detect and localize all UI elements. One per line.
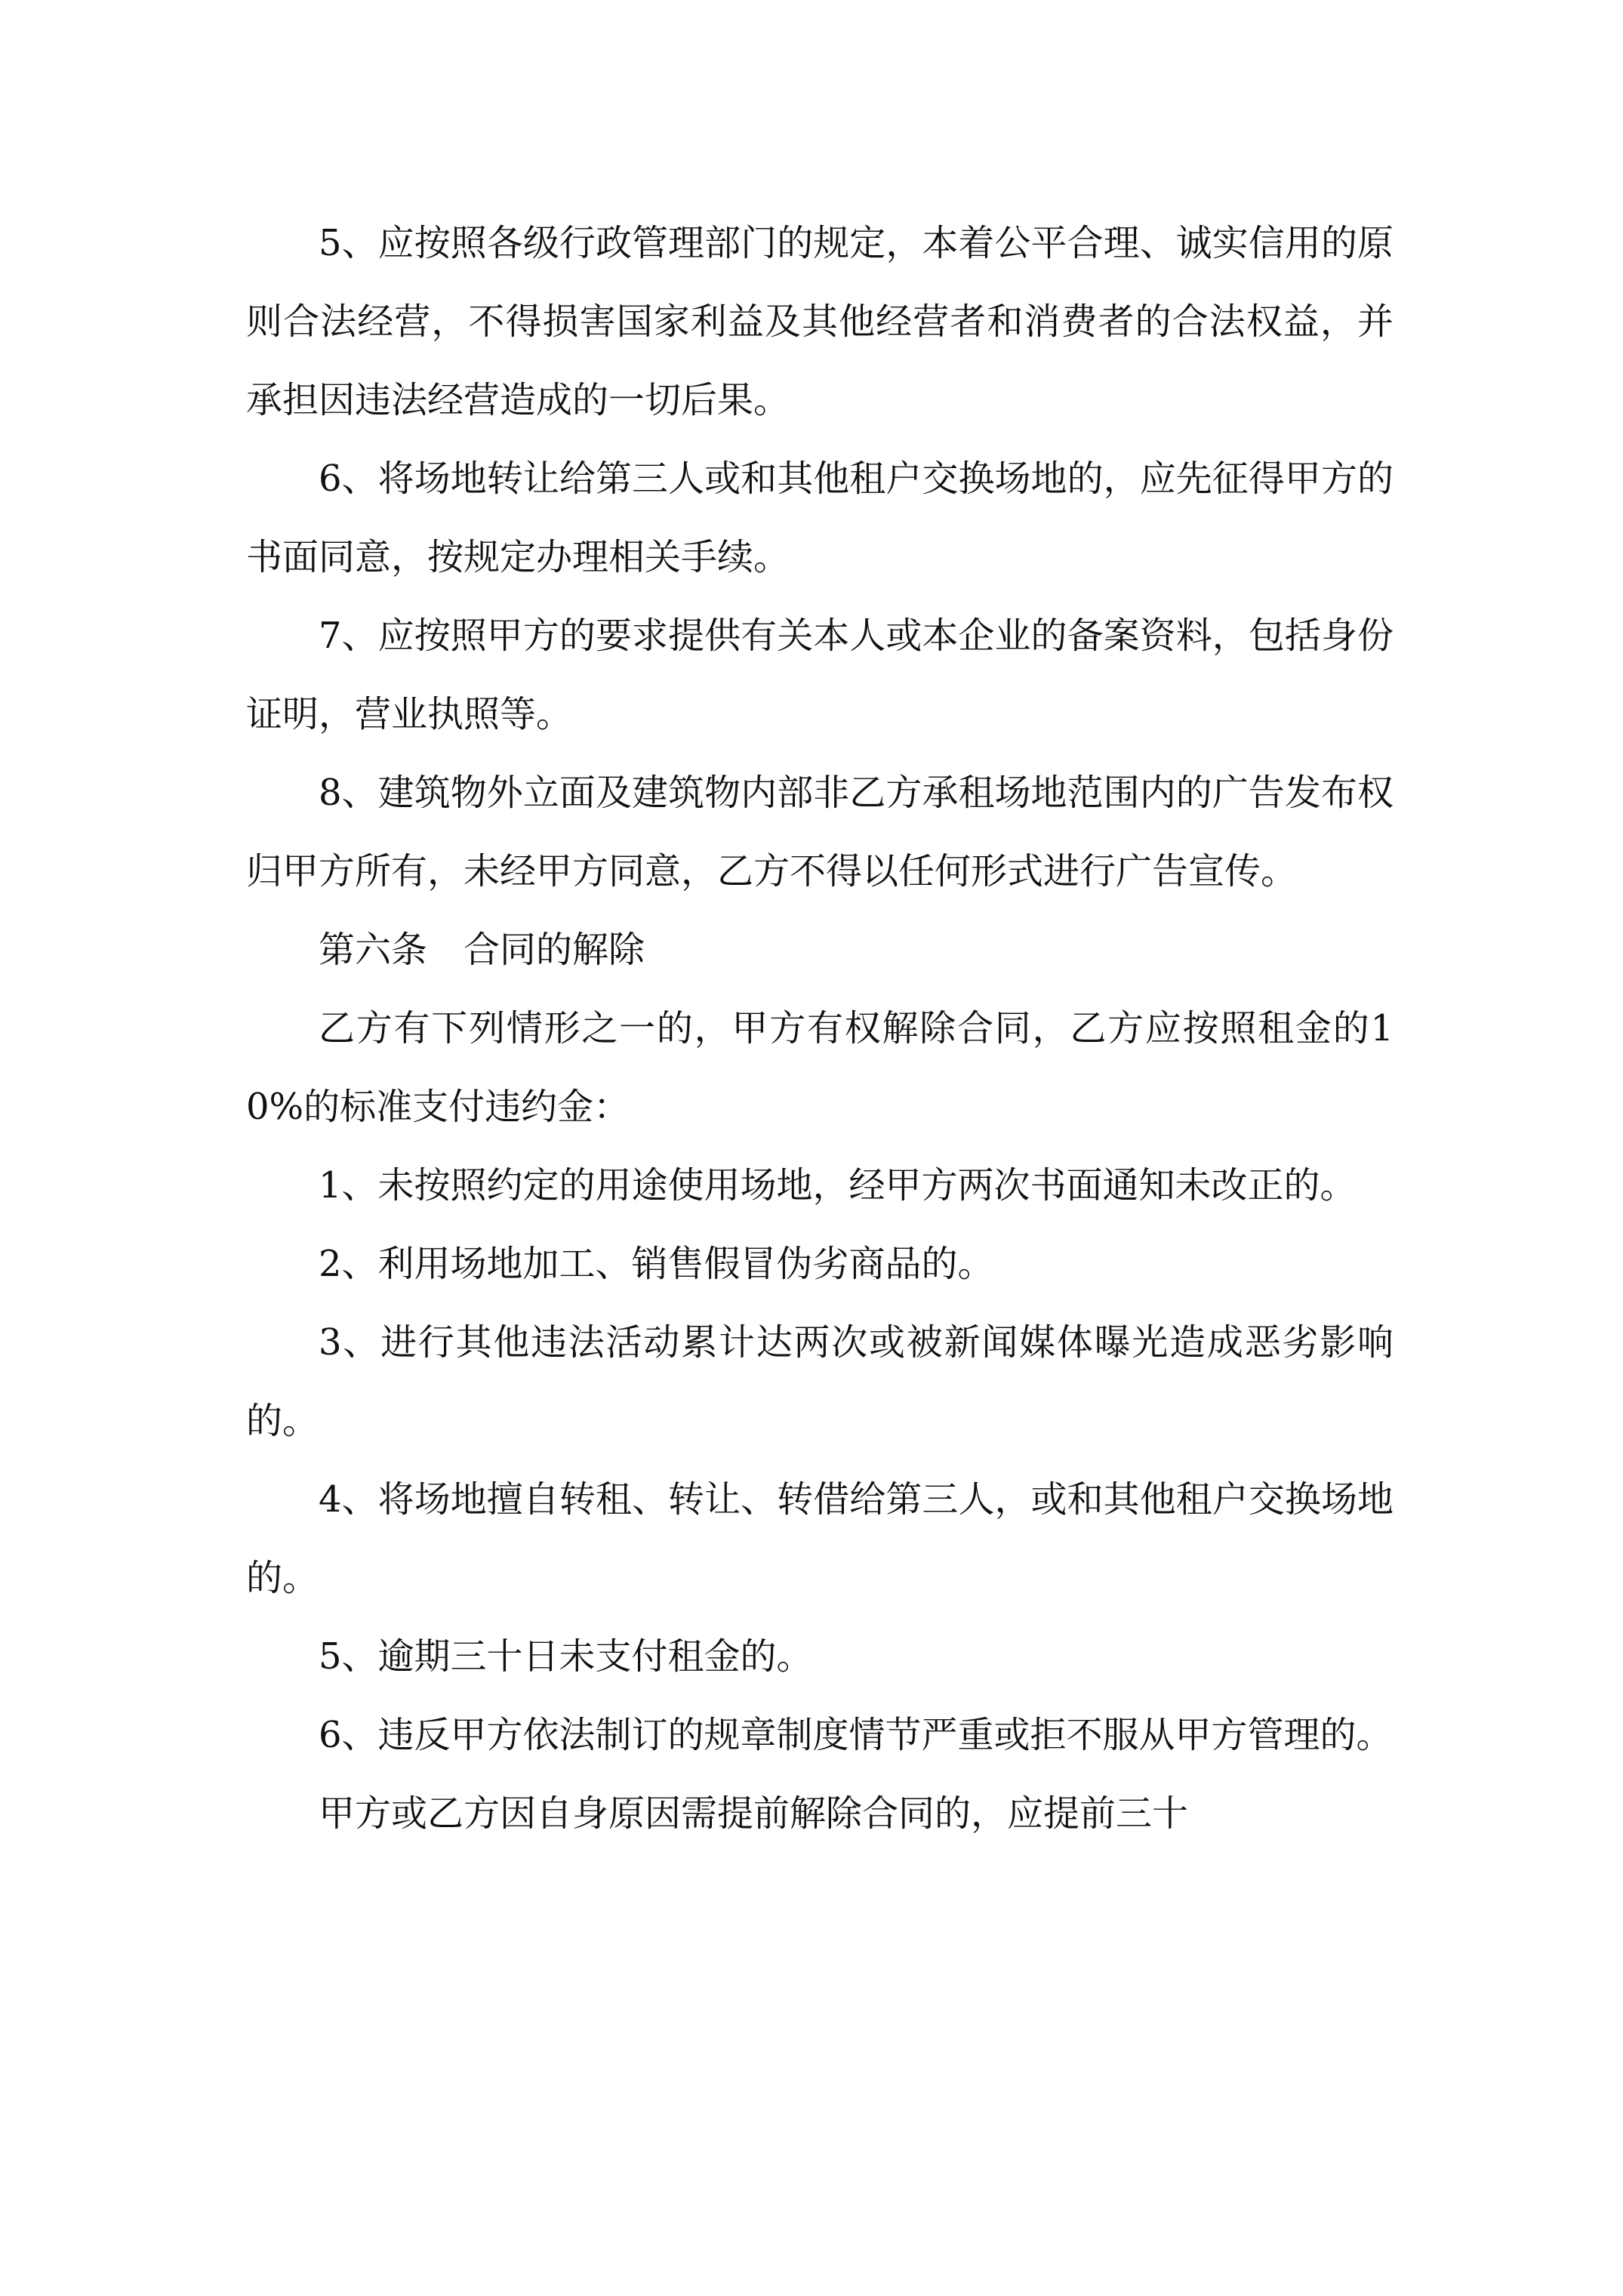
paragraph-clause-7: 7、应按照甲方的要求提供有关本人或本企业的备案资料，包括身份证明，营业执照等。	[246, 615, 1394, 735]
paragraph-clause-8: 8、建筑物外立面及建筑物内部非乙方承租场地范围内的广告发布权归甲方所有，未经甲方同意，乙方不得以任何形式进行广告宣传。	[246, 772, 1394, 892]
paragraph-termination-intro: 乙方有下列情形之一的，甲方有权解除合同，乙方应按照租金的10%的标准支付违约金：	[246, 1007, 1394, 1128]
document-body	[246, 204, 1394, 1853]
paragraph-termination-item-4: 4、将场地擅自转租、转让、转借给第三人，或和其他租户交换场地的。	[246, 1478, 1394, 1599]
section-heading-article-6: 第六条 合同的解除	[319, 929, 645, 971]
paragraph-early-termination: 甲方或乙方因自身原因需提前解除合同的，应提前三十	[319, 1792, 1189, 1835]
paragraph-termination-item-2: 2、利用场地加工、销售假冒伪劣商品的。	[319, 1243, 994, 1285]
paragraph-clause-6: 6、将场地转让给第三人或和其他租户交换场地的，应先征得甲方的书面同意，按规定办理相关手续。	[246, 458, 1394, 578]
paragraph-termination-item-6: 6、违反甲方依法制订的规章制度情节严重或拒不服从甲方管理的。	[319, 1714, 1393, 1756]
paragraph-termination-item-3: 3、进行其他违法活动累计达两次或被新闻媒体曝光造成恶劣影响的。	[246, 1321, 1394, 1442]
paragraph-termination-item-5: 5、逾期三十日未支付租金的。	[319, 1635, 813, 1678]
paragraph-termination-item-1: 1、未按照约定的用途使用场地，经甲方两次书面通知未改正的。	[319, 1164, 1357, 1207]
paragraph-clause-5: 5、应按照各级行政管理部门的规定，本着公平合理、诚实信用的原则合法经营，不得损害国家利益及其他经营者和消费者的合法权益，并承担因违法经营造成的一切后果。	[246, 222, 1394, 421]
